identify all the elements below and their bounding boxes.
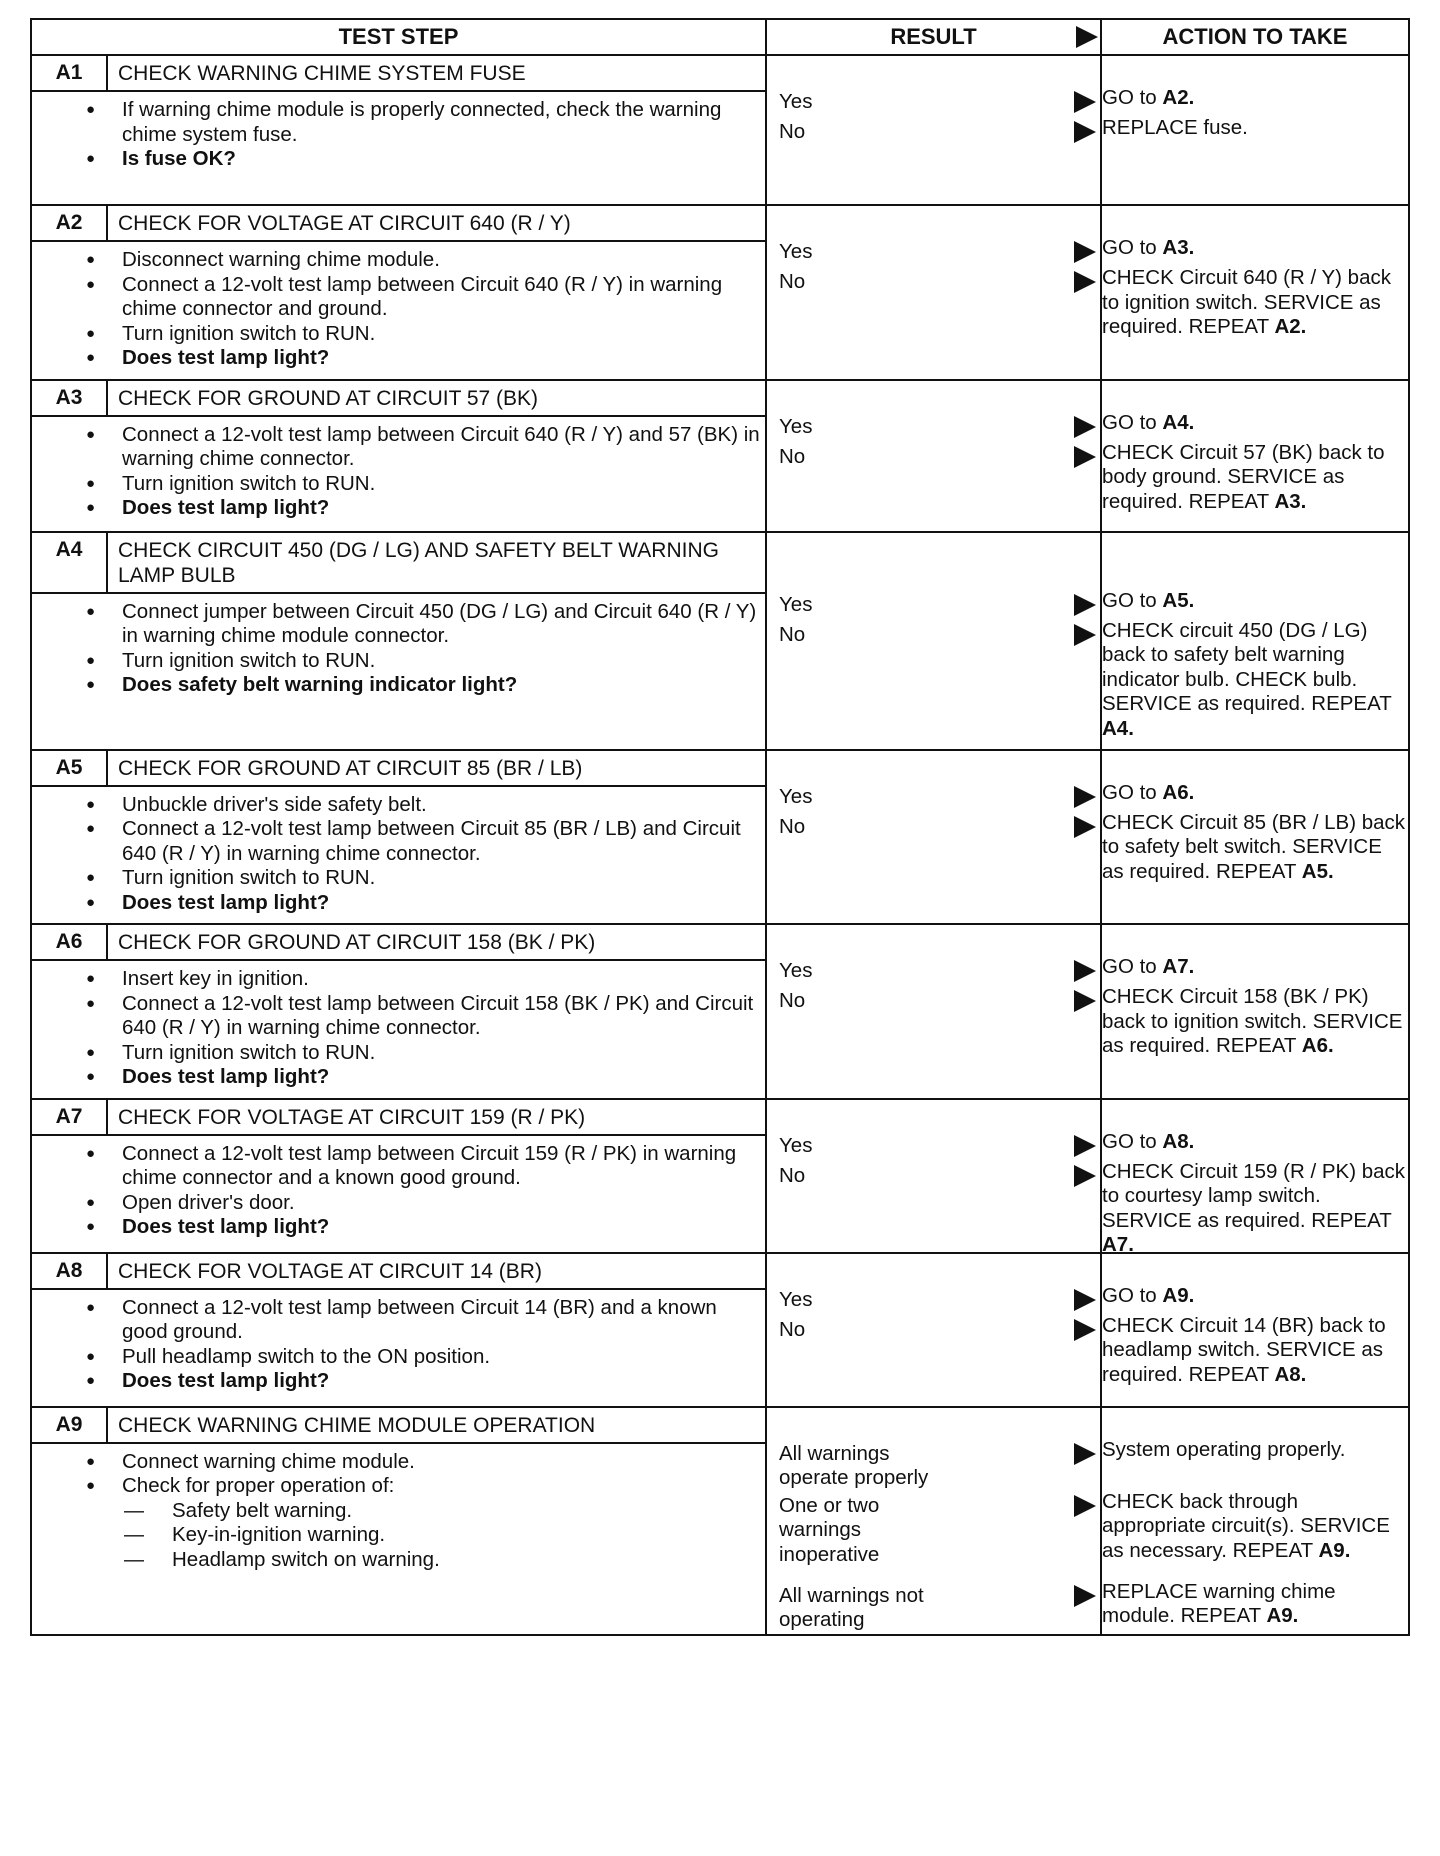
result-option — [767, 1318, 1100, 1343]
result-container — [767, 206, 1100, 358]
action-item — [1102, 1580, 1406, 1629]
result-option — [767, 1288, 1100, 1313]
step-title: CHECK CIRCUIT 450 (DG / LG) AND SAFETY BELT WARNING LAMP BULB — [118, 538, 719, 587]
arrow-right-icon — [1076, 26, 1098, 48]
result-text: Yes — [779, 784, 813, 808]
result-option — [767, 240, 1100, 265]
step-question: ● Does test lamp light? — [122, 496, 765, 521]
action-cell — [1101, 1253, 1409, 1407]
instruction-item: ● If warning chime module is properly connected, check the warning chime system fuse. — [122, 98, 765, 147]
result-cell — [766, 1099, 1101, 1253]
action-text: GO to — [1102, 236, 1157, 259]
action-text: GO to — [1102, 780, 1157, 804]
result-option — [767, 415, 1100, 440]
test-step-cell — [31, 380, 766, 532]
instruction-item: ● Connect jumper between Circuit 450 (DG / LG) and Circuit 640 (R / Y) in warning chime module connector. — [122, 600, 765, 649]
arrow-right-icon — [1074, 416, 1096, 438]
result-option — [767, 815, 1100, 840]
result-text: No — [779, 814, 806, 838]
instruction-list — [32, 248, 765, 371]
step-question: ● Is fuse OK? — [122, 147, 765, 172]
result-header-cell — [766, 19, 1101, 55]
action-container — [1102, 56, 1408, 202]
arrow-right-icon — [1074, 1585, 1096, 1607]
sub-item: — Safety belt warning. — [172, 1499, 765, 1524]
action-cell — [1101, 750, 1409, 925]
result-text: Yes — [779, 1287, 813, 1311]
result-container — [767, 1254, 1100, 1404]
test-step-cell — [31, 750, 766, 925]
table-header-row — [31, 19, 1409, 55]
result-text: No — [779, 1317, 806, 1341]
action-text: GO to — [1102, 86, 1157, 109]
instruction-item: ● Open driver's door. — [122, 1191, 765, 1216]
action-text: GO to — [1102, 1283, 1157, 1307]
action-container — [1102, 381, 1408, 529]
sub-item-list — [122, 1499, 765, 1573]
step-title: CHECK FOR GROUND AT CIRCUIT 158 (BK / PK) — [118, 931, 596, 954]
result-text: All warnings not operating — [779, 1583, 924, 1631]
action-item — [1102, 1130, 1406, 1155]
action-step-ref: A9. — [1318, 1538, 1351, 1562]
step-question: ● Does test lamp light? — [122, 346, 765, 371]
action-item — [1102, 236, 1406, 261]
result-option — [767, 593, 1100, 618]
action-step-ref: A9. — [1162, 1283, 1195, 1307]
step-question: ● Does test lamp light? — [122, 1369, 765, 1394]
instruction-item: ● Turn ignition switch to RUN. — [122, 649, 765, 674]
arrow-right-icon — [1074, 1495, 1096, 1517]
diagnostic-test-table — [30, 18, 1408, 1636]
step-row-a9 — [31, 1407, 1409, 1635]
sub-list-wrap — [122, 1499, 765, 1573]
result-option — [767, 623, 1100, 648]
arrow-right-icon — [1074, 1289, 1096, 1311]
step-row-a6 — [31, 924, 1409, 1099]
step-header — [32, 381, 765, 417]
result-cell — [766, 205, 1101, 380]
instruction-list — [32, 98, 765, 172]
action-text: CHECK back through appropriate circuit(s). SERVICE as necessary. REPEAT — [1102, 1489, 1390, 1562]
step-id: A3 — [32, 381, 108, 415]
action-step-ref: A7. — [1162, 955, 1195, 978]
action-text: GO to — [1102, 410, 1157, 434]
arrow-right-icon — [1074, 446, 1096, 468]
action-cell — [1101, 1099, 1409, 1256]
action-step-ref: A6. — [1162, 780, 1195, 804]
step-row-a3 — [31, 380, 1409, 532]
action-item — [1102, 589, 1406, 614]
result-text: Yes — [779, 592, 813, 616]
instruction-item: ● Connect a 12-volt test lamp between Circuit 640 (R / Y) in warning chime connector and ground. — [122, 273, 765, 322]
result-text: Yes — [779, 959, 813, 982]
result-text: No — [779, 622, 806, 646]
action-item — [1102, 1160, 1406, 1258]
step-title: CHECK FOR VOLTAGE AT CIRCUIT 159 (R / PK) — [118, 1105, 586, 1129]
action-step-ref: A9. — [1266, 1604, 1299, 1627]
instruction-item: ● Turn ignition switch to RUN. — [122, 322, 765, 347]
step-header — [32, 751, 765, 787]
step-header — [32, 206, 765, 242]
result-container — [767, 925, 1100, 1087]
result-text: Yes — [779, 90, 813, 113]
result-text: No — [779, 444, 806, 468]
action-item — [1102, 781, 1406, 806]
instruction-item: ● Unbuckle driver's side safety belt. — [122, 793, 765, 818]
action-text: CHECK Circuit 640 (R / Y) back to ignition switch. SERVICE as required. REPEAT — [1102, 266, 1391, 338]
instruction-item: ● Disconnect warning chime module. — [122, 248, 765, 273]
step-header — [32, 56, 765, 92]
action-container — [1102, 751, 1408, 913]
result-container — [767, 1100, 1100, 1250]
test-step-cell — [31, 55, 766, 205]
action-step-ref: A2. — [1274, 315, 1307, 338]
result-text: One or two warnings inoperative — [779, 1493, 880, 1566]
action-container — [1102, 1254, 1408, 1404]
instruction-item: ● Connect a 12-volt test lamp between Circuit 159 (R / PK) in warning chime connector and a known good ground. — [122, 1142, 765, 1191]
instruction-list — [32, 1450, 765, 1573]
action-text: CHECK Circuit 159 (R / PK) back to courtesy lamp switch. SERVICE as required. REPEAT — [1102, 1159, 1406, 1232]
step-id: A5 — [32, 751, 108, 785]
result-cell — [766, 1407, 1101, 1635]
instruction-item: ● Turn ignition switch to RUN. — [122, 866, 765, 891]
step-id: A7 — [32, 1100, 108, 1134]
result-text: No — [779, 989, 806, 1012]
action-container — [1102, 1100, 1408, 1256]
action-text: GO to — [1102, 1129, 1157, 1153]
action-text: System operating properly. — [1102, 1437, 1346, 1461]
test-step-cell — [31, 205, 766, 380]
arrow-right-icon — [1074, 91, 1096, 113]
action-text: GO to — [1102, 955, 1157, 978]
result-text: Yes — [779, 1133, 813, 1157]
arrow-right-icon — [1074, 241, 1096, 263]
action-step-ref: A4. — [1162, 410, 1195, 434]
result-cell — [766, 532, 1101, 750]
result-option — [767, 1164, 1100, 1189]
action-text: CHECK Circuit 57 (BK) back to body ground. SERVICE as required. REPEAT — [1102, 440, 1385, 513]
arrow-right-icon — [1074, 816, 1096, 838]
arrow-right-icon — [1074, 786, 1096, 808]
instruction-list — [32, 1142, 765, 1240]
step-title: CHECK WARNING CHIME MODULE OPERATION — [118, 1413, 596, 1437]
arrow-right-icon — [1074, 1319, 1096, 1341]
action-cell — [1101, 924, 1409, 1099]
instruction-list — [32, 600, 765, 698]
action-text: CHECK circuit 450 (DG / LG) back to safety belt warning indicator bulb. CHECK bulb. SERVICE as required. REPEAT — [1102, 618, 1392, 715]
instruction-list — [32, 967, 765, 1090]
action-item — [1102, 619, 1406, 742]
action-text: REPLACE warning chime module. REPEAT — [1102, 1579, 1336, 1627]
step-question: ● Does test lamp light? — [122, 1215, 765, 1240]
step-title: CHECK WARNING CHIME SYSTEM FUSE — [118, 62, 526, 85]
result-option — [767, 959, 1100, 984]
instruction-list — [32, 1296, 765, 1394]
result-text: No — [779, 1163, 806, 1187]
result-cell — [766, 924, 1101, 1099]
arrow-right-icon — [1074, 271, 1096, 293]
result-text: Yes — [779, 240, 813, 263]
result-container — [767, 381, 1100, 529]
action-item — [1102, 955, 1406, 980]
result-option — [767, 1134, 1100, 1159]
arrow-right-icon — [1074, 1443, 1096, 1465]
action-item — [1102, 116, 1406, 141]
test-step-cell — [31, 924, 766, 1099]
step-header — [32, 533, 765, 594]
arrow-right-icon — [1074, 1165, 1096, 1187]
step-title: CHECK FOR VOLTAGE AT CIRCUIT 14 (BR) — [118, 1259, 542, 1283]
test-step-cell — [31, 1253, 766, 1407]
step-row-a7 — [31, 1099, 1409, 1253]
result-text: All warnings operate properly — [779, 1441, 929, 1489]
action-container — [1102, 925, 1408, 1087]
step-id: A8 — [32, 1254, 108, 1288]
result-cell — [766, 55, 1101, 205]
step-row-a5 — [31, 750, 1409, 925]
action-item — [1102, 811, 1406, 885]
instruction-item: ● Turn ignition switch to RUN. — [122, 1041, 765, 1066]
result-header: RESULT — [890, 24, 977, 49]
result-container — [767, 56, 1100, 202]
step-id: A6 — [32, 925, 108, 959]
step-row-a2 — [31, 205, 1409, 380]
instruction-item: ● Turn ignition switch to RUN. — [122, 472, 765, 497]
instruction-item: ● Pull headlamp switch to the ON position. — [122, 1345, 765, 1370]
action-cell — [1101, 532, 1409, 750]
action-container — [1102, 1408, 1408, 1632]
action-text: GO to — [1102, 588, 1157, 612]
step-row-a4 — [31, 532, 1409, 750]
result-option — [767, 120, 1100, 145]
action-step-ref: A3. — [1162, 236, 1195, 259]
step-header — [32, 1254, 765, 1290]
arrow-right-icon — [1074, 990, 1096, 1012]
arrow-right-icon — [1074, 594, 1096, 616]
test-step-cell — [31, 1099, 766, 1253]
action-text: CHECK Circuit 158 (BK / PK) back to ignition switch. SERVICE as required. REPEAT — [1102, 985, 1403, 1057]
result-container — [767, 751, 1100, 913]
arrow-right-icon — [1074, 1135, 1096, 1157]
instruction-item: ● Check for proper operation of: — [122, 1474, 765, 1499]
action-item — [1102, 1490, 1406, 1564]
step-id: A1 — [32, 56, 108, 90]
instruction-list — [32, 423, 765, 521]
action-step-ref: A8. — [1162, 1129, 1195, 1153]
action-cell — [1101, 380, 1409, 532]
action-step-ref: A2. — [1162, 86, 1195, 109]
step-title: CHECK FOR VOLTAGE AT CIRCUIT 640 (R / Y) — [118, 212, 571, 235]
instruction-item: ● Connect a 12-volt test lamp between Circuit 640 (R / Y) and 57 (BK) in warning chime connector. — [122, 423, 765, 472]
instruction-item: ● Connect warning chime module. — [122, 1450, 765, 1475]
result-cell — [766, 380, 1101, 532]
action-step-ref: A3. — [1274, 489, 1307, 513]
action-step-ref: A5. — [1162, 588, 1195, 612]
action-step-ref: A8. — [1274, 1362, 1307, 1386]
action-text: REPLACE fuse. — [1102, 116, 1248, 139]
action-header: ACTION TO TAKE — [1101, 19, 1409, 55]
step-title: CHECK FOR GROUND AT CIRCUIT 85 (BR / LB) — [118, 756, 583, 780]
arrow-right-icon — [1074, 121, 1096, 143]
result-option — [767, 270, 1100, 295]
result-option — [767, 785, 1100, 810]
instruction-item: ● Connect a 12-volt test lamp between Circuit 14 (BR) and a known good ground. — [122, 1296, 765, 1345]
test-step-header: TEST STEP — [31, 19, 766, 55]
sub-item: — Key-in-ignition warning. — [172, 1523, 765, 1548]
action-item — [1102, 411, 1406, 436]
step-title: CHECK FOR GROUND AT CIRCUIT 57 (BK) — [118, 386, 539, 410]
result-container — [767, 1408, 1100, 1632]
sub-item: — Headlamp switch on warning. — [172, 1548, 765, 1573]
result-option — [767, 1442, 1100, 1491]
action-item — [1102, 1284, 1406, 1309]
action-step-ref: A5. — [1301, 859, 1334, 883]
step-id: A2 — [32, 206, 108, 240]
action-item — [1102, 1314, 1406, 1388]
result-option — [767, 989, 1100, 1014]
step-header — [32, 1408, 765, 1444]
arrow-right-icon — [1074, 960, 1096, 982]
action-container — [1102, 533, 1408, 747]
step-row-a8 — [31, 1253, 1409, 1407]
step-id: A4 — [32, 533, 108, 592]
test-step-cell — [31, 1407, 766, 1635]
test-step-cell — [31, 532, 766, 750]
result-option — [767, 90, 1100, 115]
action-item — [1102, 86, 1406, 111]
result-cell — [766, 1253, 1101, 1407]
test-table — [30, 18, 1410, 1636]
instruction-item: ● Connect a 12-volt test lamp between Circuit 158 (BK / PK) and Circuit 640 (R / Y) in warning chime connector. — [122, 992, 765, 1041]
action-step-ref: A7. — [1102, 1233, 1134, 1256]
step-row-a1 — [31, 55, 1409, 205]
action-cell — [1101, 55, 1409, 205]
action-text: CHECK Circuit 14 (BR) back to headlamp switch. SERVICE as required. REPEAT — [1102, 1313, 1386, 1386]
result-cell — [766, 750, 1101, 925]
action-cell — [1101, 205, 1409, 380]
step-header — [32, 925, 765, 961]
action-item — [1102, 441, 1406, 515]
result-option — [767, 1494, 1100, 1568]
step-question: ● Does test lamp light? — [122, 891, 765, 916]
step-header — [32, 1100, 765, 1136]
action-text: CHECK Circuit 85 (BR / LB) back to safety belt switch. SERVICE as required. REPEAT — [1102, 810, 1406, 883]
result-container — [767, 533, 1100, 747]
step-question: ● Does test lamp light? — [122, 1065, 765, 1090]
result-text: No — [779, 270, 806, 293]
instruction-list — [32, 793, 765, 916]
result-text: No — [779, 120, 806, 143]
action-step-ref: A6. — [1301, 1034, 1334, 1057]
action-item — [1102, 266, 1406, 340]
instruction-item: ● Insert key in ignition. — [122, 967, 765, 992]
step-question: ● Does safety belt warning indicator light? — [122, 673, 765, 698]
result-text: Yes — [779, 414, 813, 438]
instruction-item: ● Connect a 12-volt test lamp between Circuit 85 (BR / LB) and Circuit 640 (R / Y) in warning chime connector. — [122, 817, 765, 866]
action-item — [1102, 1438, 1406, 1463]
action-container — [1102, 206, 1408, 358]
result-option — [767, 445, 1100, 470]
action-step-ref: A4. — [1102, 716, 1134, 740]
step-id: A9 — [32, 1408, 108, 1442]
action-item — [1102, 985, 1406, 1059]
result-option — [767, 1584, 1100, 1633]
action-cell — [1101, 1407, 1409, 1635]
arrow-right-icon — [1074, 624, 1096, 646]
